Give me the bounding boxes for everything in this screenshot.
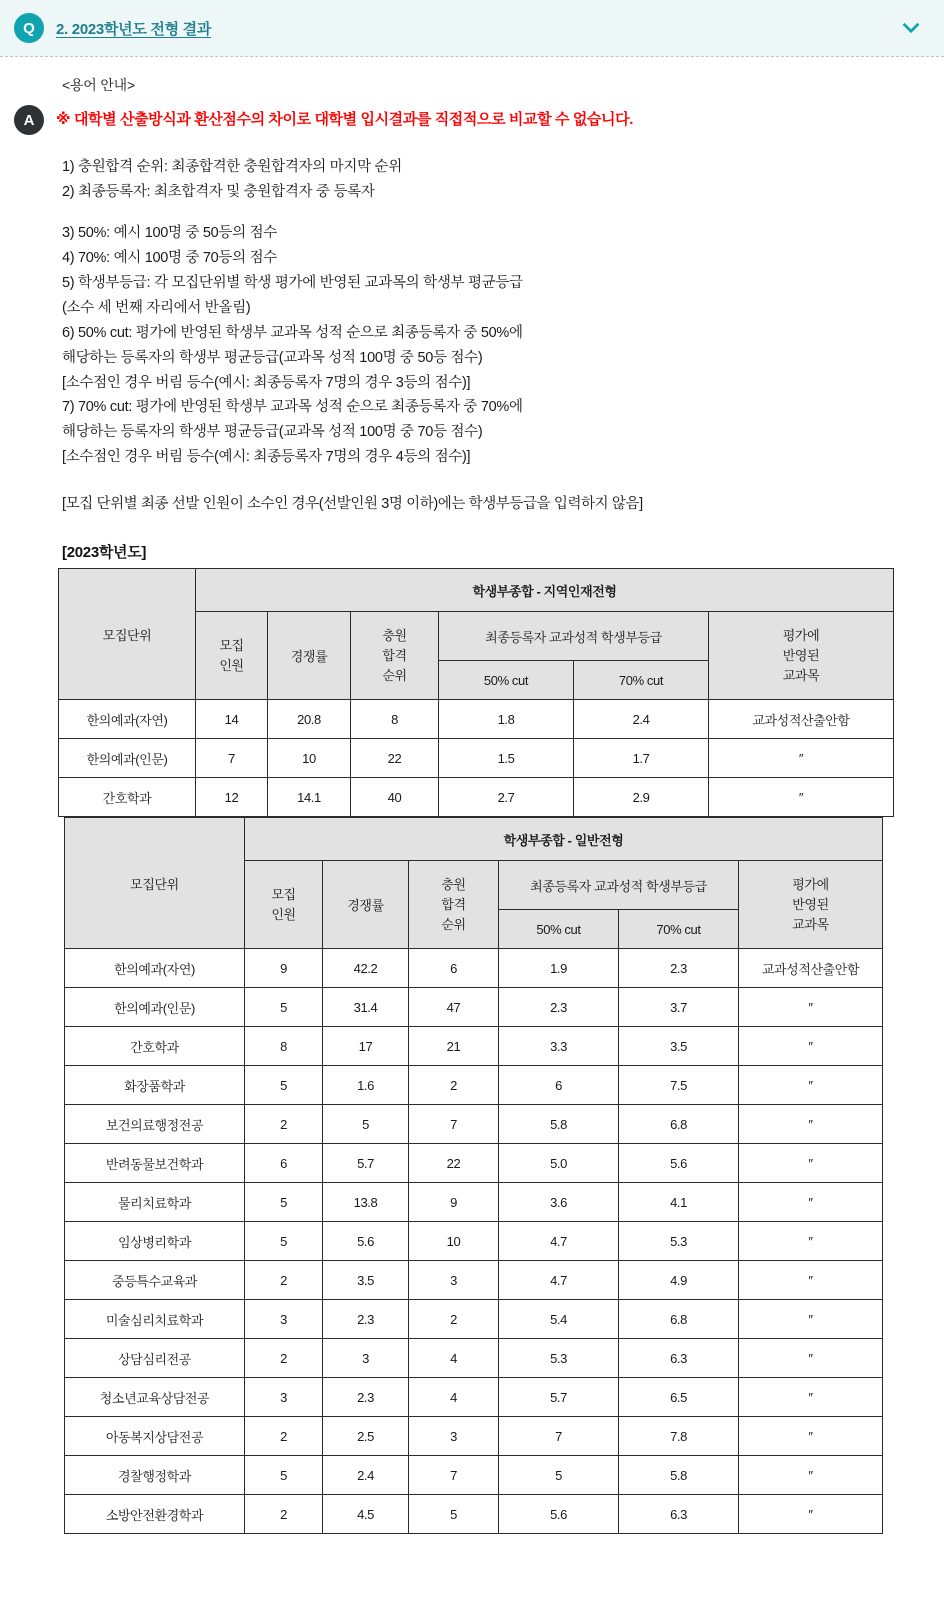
table-cell: 9 [409,1183,499,1222]
table-cell: 47 [409,988,499,1027]
table-cell: ″ [739,1261,883,1300]
table-row [65,988,883,1027]
table-cell: 6 [499,1066,619,1105]
note-line-6b: 해당하는 등록자의 학생부 평균등급(교과목 성적 100명 중 50등 점수) [62,349,483,366]
table-cell: 5.0 [499,1144,619,1183]
header2-quota-line1: 모집 [271,886,296,902]
note-line-2: 2) 최종등록자: 최초합격자 및 충원합격자 중 등록자 [62,183,375,200]
note-line-5b: (소수 세 번째 자리에서 반올림) [62,299,251,316]
table-row [65,1456,883,1495]
table-row [65,1027,883,1066]
table-cell: 6.3 [619,1495,739,1534]
header-cut70: 70% cut [574,661,709,700]
table-cell: ″ [739,1183,883,1222]
table-cell: 6 [245,1144,323,1183]
header-unit: 모집단위 [59,569,196,700]
table-cell: ″ [739,1417,883,1456]
table-cell: ″ [739,1222,883,1261]
table-cell: 7.8 [619,1417,739,1456]
table-cell: 3.3 [499,1027,619,1066]
table-cell: 3.5 [619,1027,739,1066]
faq-title[interactable]: 2. 2023학년도 전형 결과 [56,20,212,38]
header-quota-line1: 모집 [219,637,244,653]
header-reflected-subject [709,612,894,700]
table-cell: 1.5 [439,739,574,778]
table-cell: 5.8 [619,1456,739,1495]
header2-cut50: 50% cut [499,910,619,949]
note-line-5: 5) 학생부등급: 각 모집단위별 학생 평가에 반영된 교과목의 학생부 평균등급 [62,274,523,291]
cell-unit-name: 화장품학과 [65,1066,245,1105]
note-line-6: 6) 50% cut: 평가에 반영된 학생부 교과목 성적 순으로 최종등록자 중 50%에 [62,324,523,341]
table-cell: 2.3 [499,988,619,1027]
cell-unit-name: 아동복지상담전공 [65,1417,245,1456]
header-cut50: 50% cut [439,661,574,700]
table-cell: 1.7 [574,739,709,778]
table-cell: 6.8 [619,1105,739,1144]
table-cell: 3.5 [323,1261,409,1300]
table-cell: ″ [709,778,894,817]
table-cell: 교과성적산출안함 [709,700,894,739]
table-cell: 5.7 [323,1144,409,1183]
cell-unit-name: 경찰행정학과 [65,1456,245,1495]
cell-unit-name: 중등특수교육과 [65,1261,245,1300]
table-cell: 4 [409,1339,499,1378]
table-cell: 교과성적산출안함 [739,949,883,988]
cell-unit-name: 한의예과(자연) [65,949,245,988]
table-cell: 2.3 [619,949,739,988]
table-cell: 5.7 [499,1378,619,1417]
table-cell: 2 [245,1261,323,1300]
table-cell: 10 [268,739,351,778]
small-cohort-note: [모집 단위별 최종 선발 인원이 소수인 경우(선발인원 3명 이하)에는 학생부등급을 입력하지 않음] [62,496,643,513]
table-cell: 4 [409,1378,499,1417]
table-cell: ″ [739,1027,883,1066]
table-cell: ″ [739,1300,883,1339]
table-cell: 1.8 [439,700,574,739]
header-quota [196,612,268,700]
header-admission-type: 학생부종합 - 지역인재전형 [196,569,894,612]
table-cell: 4.5 [323,1495,409,1534]
table-cell: 8 [351,700,439,739]
table-cell: ″ [739,1495,883,1534]
table-cell: 14 [196,700,268,739]
cell-unit-name: 물리치료학과 [65,1183,245,1222]
table-cell: 5 [245,988,323,1027]
table-cell: 7 [196,739,268,778]
header-fill-line2: 합격 [382,647,407,663]
table-cell: 5 [245,1222,323,1261]
table-row [65,1339,883,1378]
table-cell: 42.2 [323,949,409,988]
table-cell: 5 [245,1183,323,1222]
table-cell: 5 [245,1066,323,1105]
table-cell: 5.6 [499,1495,619,1534]
table-cell: 2.3 [323,1378,409,1417]
table-cell: 2.3 [323,1300,409,1339]
cell-unit-name: 간호학과 [59,778,196,817]
table-cell: 2.5 [323,1417,409,1456]
table-cell: 9 [245,949,323,988]
table-cell: 1.6 [323,1066,409,1105]
table-cell: 22 [351,739,439,778]
cell-unit-name: 임상병리학과 [65,1222,245,1261]
table-cell: 2.7 [439,778,574,817]
table-row [65,1222,883,1261]
table-cell: 21 [409,1027,499,1066]
header-subject-line3: 교과목 [782,667,820,683]
table-row [65,949,883,988]
table-cell: 1.9 [499,949,619,988]
note-line-6c: [소수점인 경우 버림 등수(예시: 최종등록자 7명의 경우 3등의 점수)] [62,374,471,391]
header2-unit: 모집단위 [65,818,245,949]
table-row [65,1495,883,1534]
table-cell: 3 [245,1300,323,1339]
table-cell: 6.8 [619,1300,739,1339]
header2-quota-line2: 인원 [271,906,296,922]
table-cell: 4.7 [499,1222,619,1261]
cell-unit-name: 청소년교육상담전공 [65,1378,245,1417]
table-cell: 6 [409,949,499,988]
table-row [59,739,894,778]
table-cell: 5 [245,1456,323,1495]
table-cell: 12 [196,778,268,817]
table-cell: 5.6 [619,1144,739,1183]
table-cell: 22 [409,1144,499,1183]
table-row [65,1066,883,1105]
cell-unit-name: 한의예과(인문) [59,739,196,778]
table-cell: 7 [409,1105,499,1144]
header2-fill-rank [409,861,499,949]
table-row [65,1378,883,1417]
table-cell: 5 [409,1495,499,1534]
table-row [65,1261,883,1300]
header2-grade-group: 최종등록자 교과성적 학생부등급 [499,861,739,910]
table-cell: 3 [409,1261,499,1300]
answer-body [0,57,944,1534]
cell-unit-name: 상담심리전공 [65,1339,245,1378]
table-cell: 5.3 [499,1339,619,1378]
header2-competition-ratio: 경쟁률 [323,861,409,949]
table-cell: 7 [499,1417,619,1456]
table-cell: 2 [245,1339,323,1378]
year-label: [2023학년도] [62,544,147,562]
table-cell: 5.4 [499,1300,619,1339]
cell-unit-name: 보건의료행정전공 [65,1105,245,1144]
comparison-warning-text: ※ 대학별 산출방식과 환산점수의 차이로 대학별 입시결과를 직접적으로 비교할 수 없습니다. [56,111,633,128]
note-line-7c: [소수점인 경우 버림 등수(예시: 최종등록자 7명의 경우 4등의 점수)] [62,449,471,466]
table-row [65,1105,883,1144]
table-cell: 7 [409,1456,499,1495]
table-header-row-top [59,569,894,612]
table-cell: 31.4 [323,988,409,1027]
answer-warning-row [0,105,944,135]
table-row [59,700,894,739]
table-cell: 3.7 [619,988,739,1027]
table-cell: 40 [351,778,439,817]
note-line-3: 3) 50%: 예시 100명 중 50등의 점수 [62,224,277,241]
table-cell: 2.4 [323,1456,409,1495]
table-cell: 17 [323,1027,409,1066]
results-table-general [64,817,883,1534]
table-cell: 5 [323,1105,409,1144]
table-cell: ″ [709,739,894,778]
terminology-notes [62,155,944,470]
header2-cut70: 70% cut [619,910,739,949]
header2-fill-line1: 충원 [441,876,466,892]
table-cell: 13.8 [323,1183,409,1222]
chevron-down-icon[interactable] [900,17,922,39]
table-cell: 5.8 [499,1105,619,1144]
table-cell: ″ [739,1066,883,1105]
question-badge [14,13,44,43]
table-row [65,1300,883,1339]
header-grade-group: 최종등록자 교과성적 학생부등급 [439,612,709,661]
table-cell: 5.3 [619,1222,739,1261]
results-table-regional-body [59,700,894,817]
header-fill-line3: 순위 [382,667,407,683]
table-cell: 3 [245,1378,323,1417]
table-cell: ″ [739,1144,883,1183]
note-line-4: 4) 70%: 예시 100명 중 70등의 점수 [62,249,277,266]
cell-unit-name: 한의예과(인문) [65,988,245,1027]
table-cell: 2.9 [574,778,709,817]
table-cell: 20.8 [268,700,351,739]
results-table-regional [58,568,894,817]
header-subject-line2: 반영된 [782,647,820,663]
table-cell: 10 [409,1222,499,1261]
cell-unit-name: 간호학과 [65,1027,245,1066]
table-cell: 3 [323,1339,409,1378]
header-competition-ratio: 경쟁률 [268,612,351,700]
cell-unit-name: 소방안전환경학과 [65,1495,245,1534]
header2-subject-line1: 평가에 [792,876,829,892]
table-cell: 5 [499,1456,619,1495]
header-subject-line1: 평가에 [782,627,820,643]
table-cell: 8 [245,1027,323,1066]
results-table-general-body [65,949,883,1534]
table-cell: 6.5 [619,1378,739,1417]
table-cell: 4.1 [619,1183,739,1222]
header2-fill-line2: 합격 [441,896,466,912]
header-fill-rank [351,612,439,700]
table-cell: ″ [739,988,883,1027]
table-cell: 2 [245,1417,323,1456]
table-cell: ″ [739,1339,883,1378]
header-quota-line2: 인원 [219,657,244,673]
table-row [59,778,894,817]
table-row [65,1183,883,1222]
cell-unit-name: 한의예과(자연) [59,700,196,739]
table-row [65,1144,883,1183]
header2-quota [245,861,323,949]
header2-subject-line2: 반영된 [792,896,829,912]
table-cell: 2.4 [574,700,709,739]
table-cell: 7.5 [619,1066,739,1105]
table-cell: 4.9 [619,1261,739,1300]
table-cell: ″ [739,1105,883,1144]
answer-badge [14,105,44,135]
term-guide-heading: <용어 안내> [62,77,135,93]
note-line-1: 1) 충원합격 순위: 최종합격한 충원합격자의 마지막 순위 [62,159,402,175]
cell-unit-name: 반려동물보건학과 [65,1144,245,1183]
note-line-7: 7) 70% cut: 평가에 반영된 학생부 교과목 성적 순으로 최종등록자 중 70%에 [62,399,523,416]
table-cell: 4.7 [499,1261,619,1300]
table-cell: 2 [409,1066,499,1105]
table-cell: 3 [409,1417,499,1456]
table-cell: 2 [409,1300,499,1339]
table-cell: 2 [245,1105,323,1144]
note-line-7b: 해당하는 등록자의 학생부 평균등급(교과목 성적 100명 중 70등 점수) [62,424,483,441]
header2-subject-line3: 교과목 [792,916,829,932]
header2-fill-line3: 순위 [441,916,466,932]
table-cell: 14.1 [268,778,351,817]
answer-badge-label: A [23,111,35,129]
cell-unit-name: 미술심리치료학과 [65,1300,245,1339]
question-badge-label: Q [23,19,35,37]
table-row [65,1417,883,1456]
table-cell: 6.3 [619,1339,739,1378]
table2-header-row-top [65,818,883,861]
table-cell: ″ [739,1456,883,1495]
table-cell: 5.6 [323,1222,409,1261]
faq-header[interactable] [0,0,944,56]
header-fill-line1: 충원 [382,627,407,643]
header2-admission-type: 학생부종합 - 일반전형 [245,818,883,861]
table-cell: ″ [739,1378,883,1417]
header2-reflected-subject [739,861,883,949]
table-cell: 3.6 [499,1183,619,1222]
table-cell: 2 [245,1495,323,1534]
